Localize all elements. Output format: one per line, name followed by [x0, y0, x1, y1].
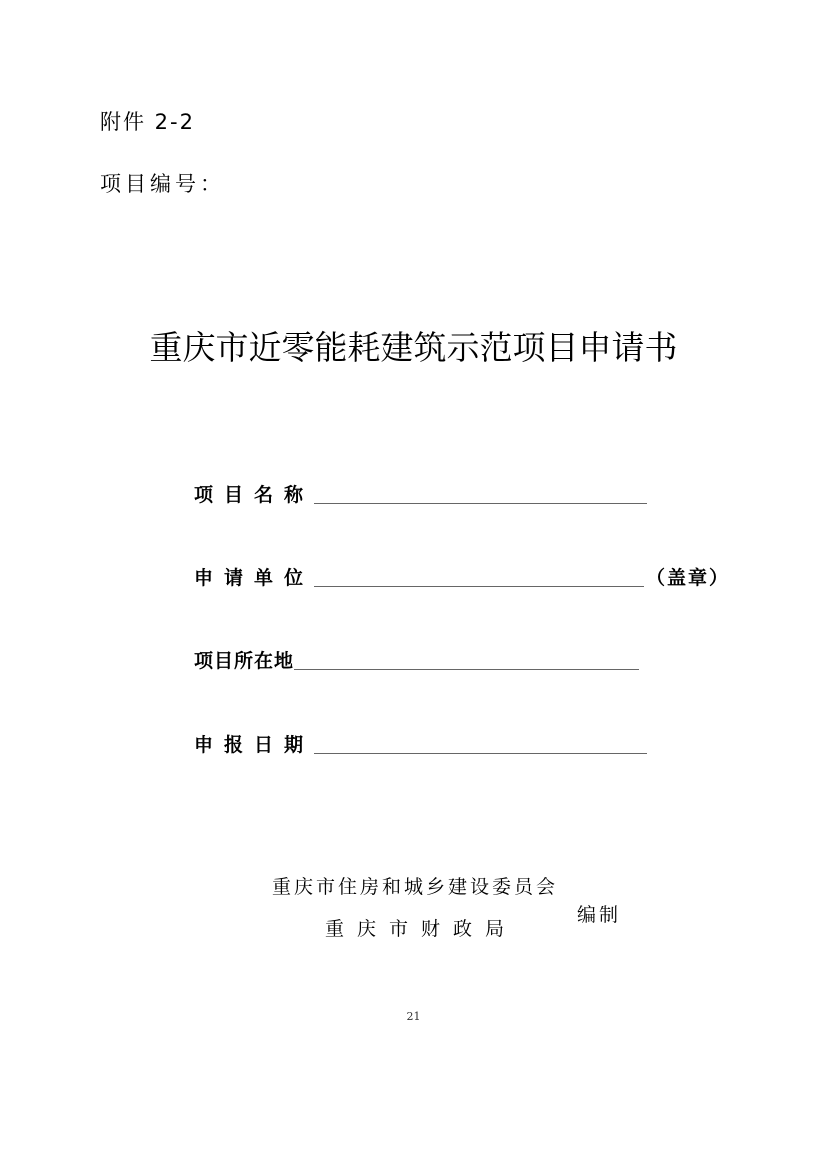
issuer-housing-committee: 重庆市住房和城乡建设委员会 — [272, 876, 559, 898]
field-label: 申请单位 — [194, 567, 315, 589]
field-applicant-unit — [194, 563, 730, 590]
project-number-label: 项目编号： — [100, 172, 225, 196]
field-project-location — [194, 646, 639, 673]
field-label: 项目名称 — [194, 484, 315, 506]
attachment-label: 附件 2-2 — [100, 110, 195, 134]
page-number: 21 — [406, 1010, 421, 1023]
project-name-input-line[interactable] — [314, 502, 647, 504]
project-location-input-line[interactable] — [294, 668, 639, 670]
applicant-unit-input-line[interactable] — [314, 585, 644, 587]
field-label: 项目所在地 — [194, 650, 295, 672]
document-title: 重庆市近零能耗建筑示范项目申请书 — [149, 328, 678, 367]
field-label: 申报日期 — [194, 734, 315, 756]
application-date-input-line[interactable] — [314, 752, 647, 754]
field-project-name — [194, 480, 647, 507]
compiled-label: 编制 — [577, 904, 622, 926]
seal-note: （盖章） — [646, 567, 731, 589]
issuer-finance-bureau: 重庆市财政局 — [325, 918, 518, 940]
field-application-date — [194, 730, 647, 757]
